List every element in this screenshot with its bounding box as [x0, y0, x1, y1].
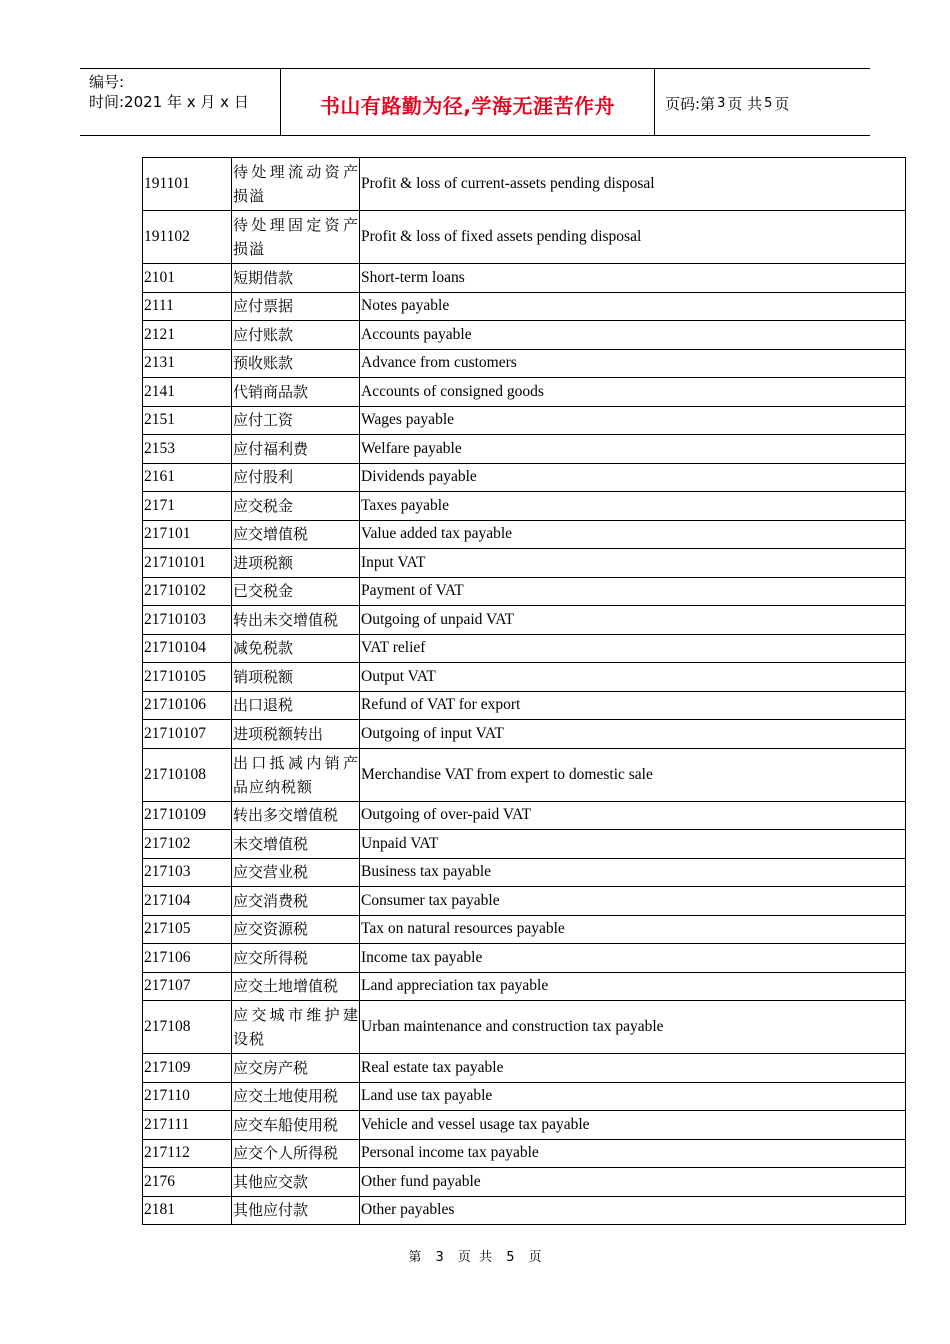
account-code-cell: 2176	[143, 1168, 232, 1197]
account-name-zh-cell: 进项税额转出	[232, 720, 360, 749]
account-code-cell: 21710105	[143, 663, 232, 692]
table-row	[143, 1111, 906, 1140]
table-row	[143, 492, 906, 521]
account-name-en-cell: Consumer tax payable	[360, 887, 906, 916]
account-code-cell: 21710109	[143, 801, 232, 830]
account-name-zh-cell: 应交土地增值税	[232, 972, 360, 1001]
account-code-cell: 191101	[143, 158, 232, 211]
page-prefix: 页码:第	[665, 95, 716, 113]
account-code-cell: 217109	[143, 1054, 232, 1083]
account-code-cell: 191102	[143, 211, 232, 264]
account-code-cell: 21710108	[143, 748, 232, 801]
account-name-en-cell: VAT relief	[360, 634, 906, 663]
table-row	[143, 606, 906, 635]
account-name-zh-cell: 短期借款	[232, 264, 360, 293]
footer-total: 5	[506, 1250, 515, 1265]
document-time-label: 时间:2021 年 x 月 x 日	[89, 93, 249, 111]
account-code-cell: 217101	[143, 520, 232, 549]
account-code-cell: 217103	[143, 858, 232, 887]
account-name-zh-cell: 应交消费税	[232, 887, 360, 916]
table-row	[143, 1196, 906, 1225]
account-code-cell: 21710106	[143, 691, 232, 720]
account-name-en-cell: Notes payable	[360, 292, 906, 321]
page-suffix: 页	[774, 95, 790, 113]
table-row	[143, 378, 906, 407]
document-number-label: 编号:	[89, 73, 125, 91]
account-name-zh-cell: 已交税金	[232, 577, 360, 606]
account-name-zh-cell: 应付票据	[232, 292, 360, 321]
table-row	[143, 858, 906, 887]
account-name-en-cell: Outgoing of unpaid VAT	[360, 606, 906, 635]
account-name-zh-cell: 应付账款	[232, 321, 360, 350]
account-name-zh-cell: 应交车船使用税	[232, 1111, 360, 1140]
table-row	[143, 691, 906, 720]
account-name-en-cell: Advance from customers	[360, 349, 906, 378]
account-name-en-cell: Profit & loss of current-assets pending disposal	[360, 158, 906, 211]
header-meta	[80, 69, 281, 135]
account-name-zh-cell: 待处理固定资产损溢	[232, 211, 360, 264]
account-name-en-cell: Income tax payable	[360, 944, 906, 973]
account-name-en-cell: Vehicle and vessel usage tax payable	[360, 1111, 906, 1140]
account-code-cell: 2161	[143, 463, 232, 492]
account-name-zh-cell: 应交个人所得税	[232, 1139, 360, 1168]
account-name-en-cell: Payment of VAT	[360, 577, 906, 606]
footer-suffix: 页	[528, 1250, 542, 1265]
footer-current: 3	[435, 1250, 444, 1265]
table-row	[143, 292, 906, 321]
account-name-zh-cell: 应交税金	[232, 492, 360, 521]
account-code-cell: 217111	[143, 1111, 232, 1140]
account-name-zh-cell: 应交资源税	[232, 915, 360, 944]
account-name-zh-cell: 其他应付款	[232, 1196, 360, 1225]
table-row	[143, 1054, 906, 1083]
page-current: 3	[717, 96, 726, 111]
table-row	[143, 972, 906, 1001]
account-name-en-cell: Land use tax payable	[360, 1082, 906, 1111]
account-name-en-cell: Dividends payable	[360, 463, 906, 492]
accounts-table	[142, 157, 906, 1225]
account-name-en-cell: Other payables	[360, 1196, 906, 1225]
table-row	[143, 1001, 906, 1054]
table-row	[143, 520, 906, 549]
table-row	[143, 634, 906, 663]
table-row	[143, 406, 906, 435]
header-motto: 书山有路勤为径,学海无涯苦作舟	[281, 69, 655, 135]
account-name-en-cell: Taxes payable	[360, 492, 906, 521]
account-name-zh-cell: 转出多交增值税	[232, 801, 360, 830]
account-name-en-cell: Input VAT	[360, 549, 906, 578]
account-name-en-cell: Value added tax payable	[360, 520, 906, 549]
page-footer	[0, 1246, 950, 1265]
account-name-en-cell: Wages payable	[360, 406, 906, 435]
account-name-zh-cell: 应交土地使用税	[232, 1082, 360, 1111]
table-row	[143, 549, 906, 578]
account-name-zh-cell: 应付股利	[232, 463, 360, 492]
header-page-indicator	[655, 69, 870, 135]
account-code-cell: 2171	[143, 492, 232, 521]
account-name-en-cell: Refund of VAT for export	[360, 691, 906, 720]
account-name-en-cell: Output VAT	[360, 663, 906, 692]
account-name-en-cell: Real estate tax payable	[360, 1054, 906, 1083]
table-row	[143, 663, 906, 692]
page-total: 5	[764, 96, 773, 111]
account-code-cell: 2131	[143, 349, 232, 378]
account-code-cell: 2101	[143, 264, 232, 293]
account-name-en-cell: Tax on natural resources payable	[360, 915, 906, 944]
account-name-zh-cell: 预收账款	[232, 349, 360, 378]
table-row	[143, 1082, 906, 1111]
table-row	[143, 801, 906, 830]
account-code-cell: 2181	[143, 1196, 232, 1225]
table-row	[143, 577, 906, 606]
account-code-cell: 21710102	[143, 577, 232, 606]
account-code-cell: 21710101	[143, 549, 232, 578]
footer-mid: 页 共	[457, 1250, 493, 1265]
table-row	[143, 720, 906, 749]
table-row	[143, 349, 906, 378]
account-name-zh-cell: 应交城市维护建设税	[232, 1001, 360, 1054]
table-row	[143, 915, 906, 944]
page-mid: 页 共	[727, 95, 763, 113]
account-name-en-cell: Merchandise VAT from expert to domestic sale	[360, 748, 906, 801]
account-name-zh-cell: 应付福利费	[232, 435, 360, 464]
table-row	[143, 463, 906, 492]
account-code-cell: 21710107	[143, 720, 232, 749]
table-row	[143, 264, 906, 293]
table-row	[143, 830, 906, 859]
account-name-zh-cell: 转出未交增值税	[232, 606, 360, 635]
account-name-en-cell: Outgoing of input VAT	[360, 720, 906, 749]
account-code-cell: 217107	[143, 972, 232, 1001]
account-name-zh-cell: 应交营业税	[232, 858, 360, 887]
account-name-zh-cell: 应交所得税	[232, 944, 360, 973]
account-name-en-cell: Business tax payable	[360, 858, 906, 887]
account-name-zh-cell: 未交增值税	[232, 830, 360, 859]
account-code-cell: 217105	[143, 915, 232, 944]
table-row	[143, 887, 906, 916]
table-row	[143, 158, 906, 211]
accounts-table-body	[143, 158, 906, 1225]
account-name-zh-cell: 销项税额	[232, 663, 360, 692]
account-code-cell: 217108	[143, 1001, 232, 1054]
account-name-zh-cell: 待处理流动资产损溢	[232, 158, 360, 211]
account-name-en-cell: Short-term loans	[360, 264, 906, 293]
table-row	[143, 321, 906, 350]
account-name-en-cell: Profit & loss of fixed assets pending disposal	[360, 211, 906, 264]
footer-prefix: 第	[408, 1250, 422, 1265]
account-name-en-cell: Unpaid VAT	[360, 830, 906, 859]
table-row	[143, 944, 906, 973]
account-code-cell: 21710104	[143, 634, 232, 663]
account-name-zh-cell: 应交增值税	[232, 520, 360, 549]
account-name-zh-cell: 应交房产税	[232, 1054, 360, 1083]
account-code-cell: 2151	[143, 406, 232, 435]
account-name-en-cell: Land appreciation tax payable	[360, 972, 906, 1001]
table-row	[143, 1139, 906, 1168]
account-code-cell: 2141	[143, 378, 232, 407]
account-name-zh-cell: 减免税款	[232, 634, 360, 663]
account-name-zh-cell: 出口退税	[232, 691, 360, 720]
account-name-en-cell: Other fund payable	[360, 1168, 906, 1197]
account-code-cell: 217110	[143, 1082, 232, 1111]
account-name-en-cell: Personal income tax payable	[360, 1139, 906, 1168]
account-name-en-cell: Welfare payable	[360, 435, 906, 464]
table-row	[143, 1168, 906, 1197]
account-code-cell: 2111	[143, 292, 232, 321]
account-name-en-cell: Urban maintenance and construction tax payable	[360, 1001, 906, 1054]
page-header	[80, 68, 870, 136]
account-code-cell: 217104	[143, 887, 232, 916]
account-code-cell: 2121	[143, 321, 232, 350]
table-row	[143, 211, 906, 264]
account-code-cell: 217106	[143, 944, 232, 973]
account-code-cell: 21710103	[143, 606, 232, 635]
account-name-zh-cell: 出口抵减内销产品应纳税额	[232, 748, 360, 801]
account-name-zh-cell: 代销商品款	[232, 378, 360, 407]
table-row	[143, 748, 906, 801]
account-code-cell: 2153	[143, 435, 232, 464]
account-name-en-cell: Outgoing of over-paid VAT	[360, 801, 906, 830]
account-name-en-cell: Accounts of consigned goods	[360, 378, 906, 407]
account-name-en-cell: Accounts payable	[360, 321, 906, 350]
account-code-cell: 217102	[143, 830, 232, 859]
account-name-zh-cell: 进项税额	[232, 549, 360, 578]
account-name-zh-cell: 其他应交款	[232, 1168, 360, 1197]
account-name-zh-cell: 应付工资	[232, 406, 360, 435]
account-code-cell: 217112	[143, 1139, 232, 1168]
table-row	[143, 435, 906, 464]
